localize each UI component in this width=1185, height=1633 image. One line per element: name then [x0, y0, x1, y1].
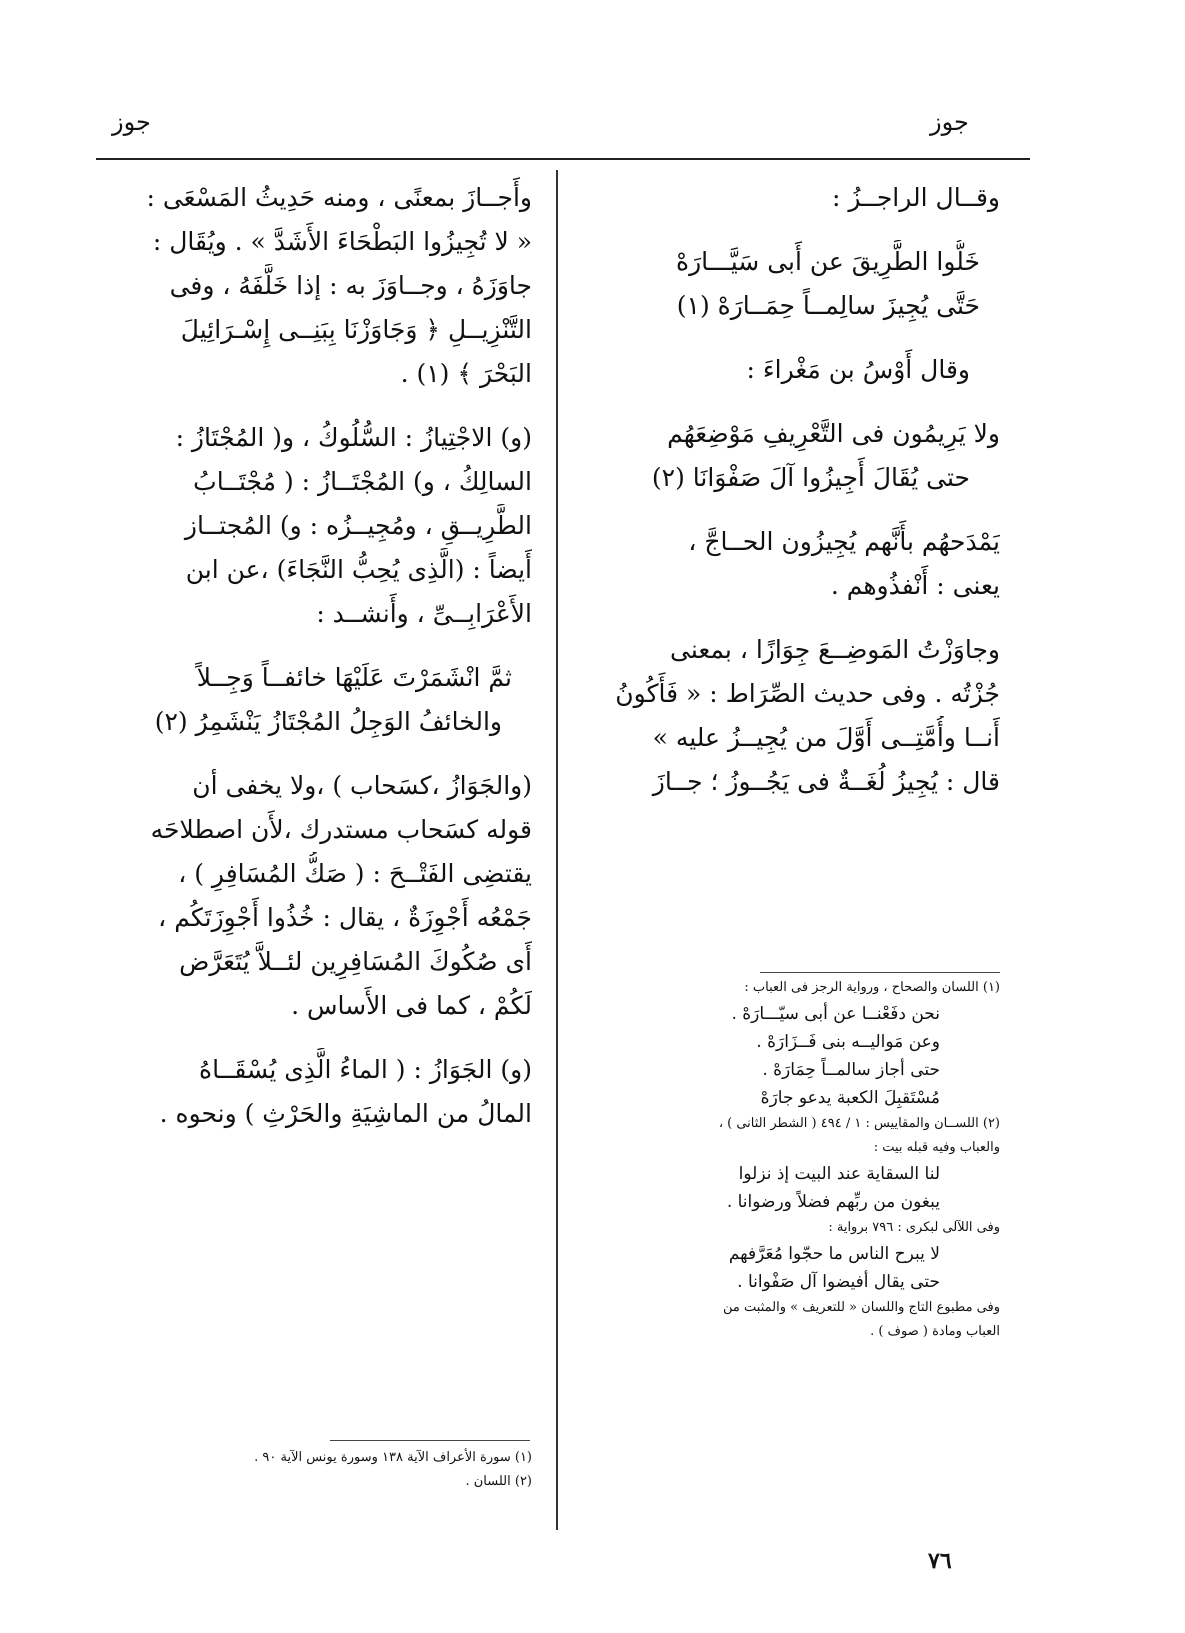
footnote-text: والعباب وفيه قبله بيت :	[873, 1140, 1000, 1155]
verse-line: حتى يُقَالَ أَجِيزُوا آلَ صَفْوَانَا (٢)	[651, 463, 970, 492]
verse-line: ولا يَرِيمُون فى التَّعْرِيفِ مَوْضِعَهُم	[667, 419, 1000, 448]
text-line: « لا تُجِيزُوا البَطْحَاءَ الأَشَدَّ » . ويُقَال :	[152, 227, 532, 256]
footnote-verse: مُسْتَقبِلَ الكعبة يدعو جارَهْ	[760, 1088, 940, 1108]
text-line: يقتضِى الفَتْــحَ : ( صَكُّ المُسَافِرِ ) ،	[178, 859, 532, 888]
footnote-verse: لا يبرح الناس ما حجّوا مُعَرَّفهم	[728, 1244, 940, 1264]
text-line: أَيضاً : (الَّذِى يُحِبُّ النَّجَاءَ) ،عن ابن	[185, 555, 532, 584]
text-line: وأَجــازَ بمعنًى ، ومنه حَدِيثُ المَسْعَى :	[146, 183, 532, 212]
text-line: (و) الجَوَازُ : ( الماءُ الَّذِى يُسْقَــاهُ	[199, 1055, 532, 1084]
footnote-2: (٢) اللسان .	[465, 1474, 532, 1489]
footnote-verse: حتى يقال أفيضوا آل صَفْوانا .	[737, 1272, 940, 1292]
header-rule	[96, 158, 1030, 160]
text-line: الأَعْرَابِــىِّ ، وأَنشــد :	[316, 599, 532, 628]
text-line: يَمْدَحهُم بأَنَّهم يُجِيزُون الحــاجَّ ،	[688, 527, 1000, 556]
text-line: وقال أَوْسُ بن مَغْراءَ :	[746, 355, 970, 384]
footnote-text: وفى اللآلى لبكرى : ٧٩٦ برواية :	[828, 1220, 1000, 1235]
text-line: لَكُمْ ، كما فى الأَساس .	[291, 991, 532, 1020]
text-line: (و) الاجْتِيازُ : السُّلُوكُ ، و( المُجْتَازُ :	[175, 423, 532, 452]
footnote-verse: نحن دفَعْنــا عن أبى سيّـــارَهْ .	[731, 1004, 940, 1024]
text-line: التَّنْزِيــلِ ﴿ وَجَاوَزْنَا بِبَنِــى إِسْـرَائِيلَ	[180, 315, 532, 344]
right-column	[600, 176, 1000, 804]
right-footnotes	[600, 976, 1000, 1344]
footnote-verse: يبغون من ربِّهم فضلاً ورضوانا .	[726, 1192, 940, 1212]
page-number: ٧٦	[928, 1548, 952, 1574]
footnote-1: (١) سورة الأعراف الآية ١٣٨ وسورة يونس الآية ٩٠ .	[254, 1450, 532, 1465]
footnote-text: العباب ومادة ( صوف ) .	[870, 1324, 1000, 1339]
text-line: أَنــا وأُمَّتِــى أَوَّلَ من يُجِيــزُ عليه »	[652, 723, 1000, 752]
text-line: جاوَزَهُ ، وجــاوَزَ به : إذا خَلَّفَهُ ، وفى	[169, 271, 532, 300]
footnote-text: وفى مطبوع التاج واللسان « للتعريف » والمثبت من	[723, 1300, 1000, 1315]
column-divider	[556, 170, 558, 1530]
text-line: أَى صُكُوكَ المُسَافِرِين لئــلاَّ يُتَعَرَّض	[179, 947, 532, 976]
text-line: السالِكُ ، و) المُجْتَــازُ : ( مُجْتَــابُ	[193, 467, 532, 496]
verse-line: ثمَّ انْشَمَرْتَ عَلَيْهَا خائفــاً وَجِــلاً	[196, 663, 512, 692]
verse-line: خَلُّوا الطَّرِيقَ عن أَبى سَيَّـــارَهْ	[676, 247, 980, 276]
text-line: (والجَوَازُ ،كسَحاب ) ،ولا يخفى أن	[192, 771, 532, 800]
footnote-verse: لنا السقاية عند البيت إذ نزلوا	[738, 1164, 940, 1184]
footnote-2: (٢) اللســان والمقاييس : ١ / ٤٩٤ ( الشطر الثانى ) ،	[718, 1116, 1000, 1131]
left-column	[112, 176, 532, 1136]
text-line: المالُ من الماشِيَةِ والحَرْثِ ) ونحوه .	[159, 1099, 532, 1128]
footnote-rule-right	[760, 972, 1000, 973]
text-line: جُزْتُه . وفى حديث الصِّرَاط : « فَأَكُونُ	[615, 679, 1000, 708]
footnote-verse: وعن مَواليــه بنى فَــزَارَهْ .	[756, 1032, 940, 1052]
verse-line: والخائفُ الوَجِلُ المُجْتَازُ يَنْشَمِرُ (٢)	[154, 707, 502, 736]
text-line: وجاوَزْتُ المَوضِــعَ جِوَازًا ، بمعنى	[670, 635, 1000, 664]
footnote-rule-left	[330, 1440, 530, 1441]
text-line: جَمْعُه أَجْوِزَةٌ ، يقال : خُذُوا أَجْوِزَتَكُم ،	[158, 903, 532, 932]
left-footnotes	[112, 1446, 532, 1494]
text-line: البَحْرَ ﴾ (١) .	[400, 359, 532, 388]
text-line: الطَّرِيــقِ ، ومُجِيــزُه : و) المُجتــاز	[184, 511, 532, 540]
running-head-left: جوز	[112, 108, 151, 136]
footnote-1: (١) اللسان والصحاح ، ورواية الرجز فى العباب :	[744, 980, 1000, 995]
text-line: قال : يُجِيزُ لُغَــةٌ فى يَجُــوزُ ؛ جــازَ	[652, 767, 1000, 796]
text-line: قوله كسَحاب مستدرك ،لأَن اصطلاحَه	[150, 815, 532, 844]
text-line: يعنى : أَنْفذُوهم .	[830, 571, 1000, 600]
running-head-right: جوز	[930, 108, 969, 136]
text-line: وقــال الراجــزُ :	[832, 183, 1000, 212]
footnote-verse: حتى أجاز سالمــاً حِمَارَهْ .	[762, 1060, 940, 1080]
verse-line: حَتَّى يُجِيزَ سالِمــاً حِمَــارَهْ (١)	[676, 291, 980, 320]
